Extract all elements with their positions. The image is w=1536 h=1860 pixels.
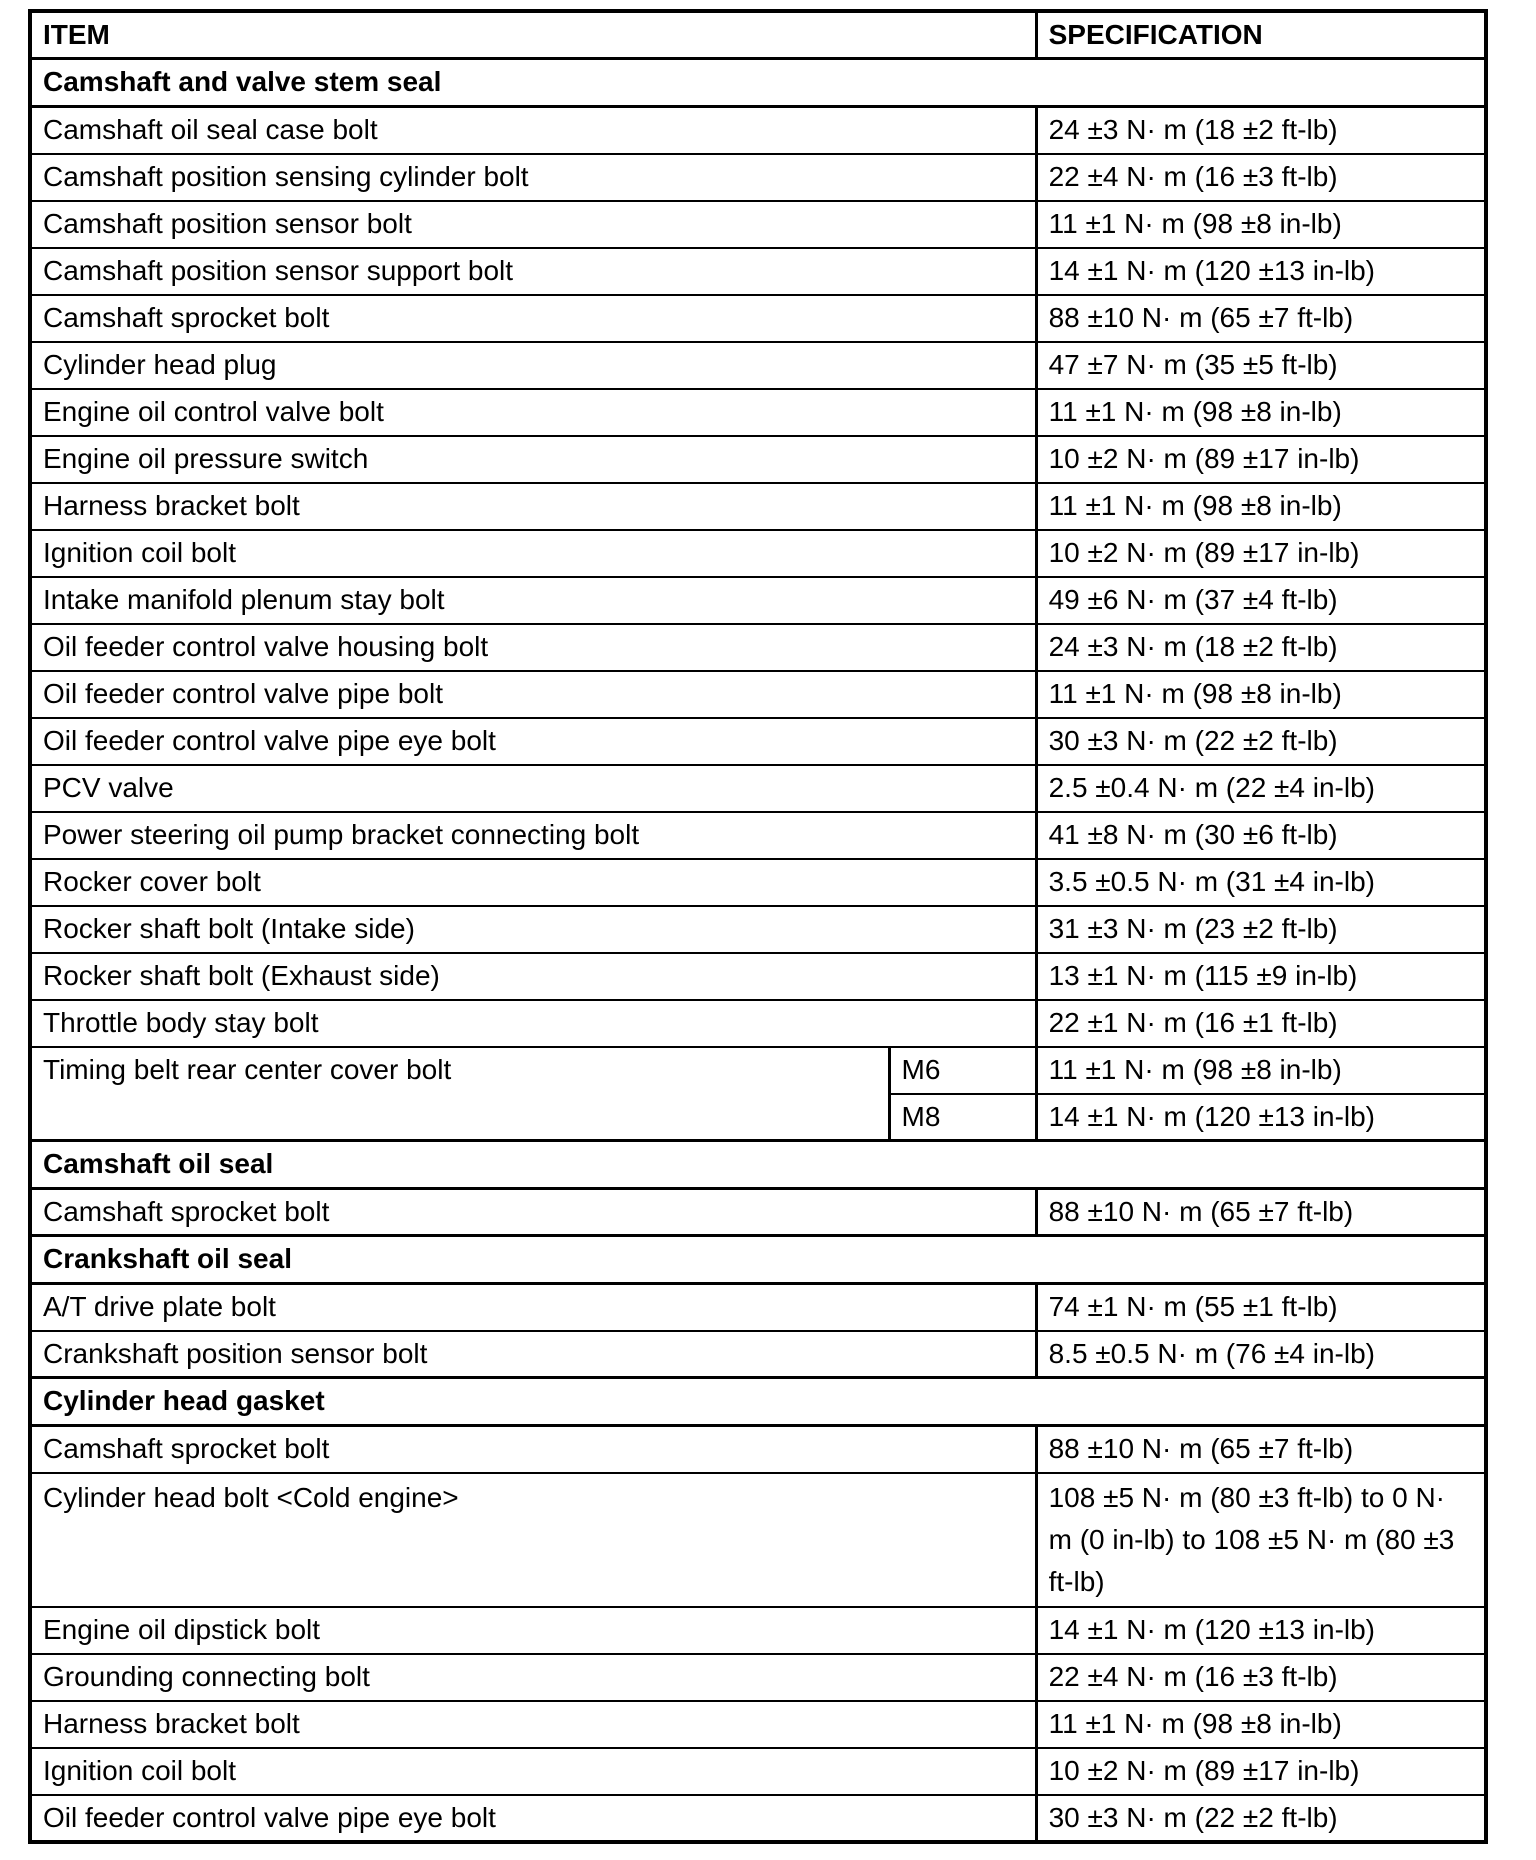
column-header-specification: SPECIFICATION xyxy=(1036,11,1486,59)
item-cell: Oil feeder control valve pipe eye bolt xyxy=(30,1795,1036,1842)
table-row xyxy=(30,812,1486,859)
item-cell: Cylinder head plug xyxy=(30,342,1036,389)
spec-cell: 3.5 ±0.5 N· m (31 ±4 in-lb) xyxy=(1036,859,1486,906)
spec-cell: 2.5 ±0.4 N· m (22 ±4 in-lb) xyxy=(1036,765,1486,812)
column-header-item: ITEM xyxy=(30,11,1036,59)
spec-cell: 11 ±1 N· m (98 ±8 in-lb) xyxy=(1036,1047,1486,1094)
table-row xyxy=(30,1607,1486,1654)
table-row xyxy=(30,1795,1486,1842)
table-row xyxy=(30,624,1486,671)
table-row xyxy=(30,530,1486,577)
table-row xyxy=(30,718,1486,765)
item-cell: Intake manifold plenum stay bolt xyxy=(30,577,1036,624)
spec-cell: 30 ±3 N· m (22 ±2 ft-lb) xyxy=(1036,1795,1486,1842)
item-cell: Camshaft oil seal case bolt xyxy=(30,107,1036,154)
item-cell: Camshaft position sensor bolt xyxy=(30,201,1036,248)
table-row xyxy=(30,201,1486,248)
spec-cell: 22 ±4 N· m (16 ±3 ft-lb) xyxy=(1036,1654,1486,1701)
table-row xyxy=(30,1000,1486,1047)
item-cell: Camshaft position sensor support bolt xyxy=(30,248,1036,295)
spec-cell: 108 ±5 N· m (80 ±3 ft-lb) to 0 N· m (0 in-lb) to 108 ±5 N· m (80 ±3 ft-lb) xyxy=(1036,1473,1486,1607)
item-cell: Engine oil dipstick bolt xyxy=(30,1607,1036,1654)
spec-cell: 10 ±2 N· m (89 ±17 in-lb) xyxy=(1036,530,1486,577)
item-cell: Rocker shaft bolt (Intake side) xyxy=(30,906,1036,953)
item-cell: Camshaft position sensing cylinder bolt xyxy=(30,154,1036,201)
table-row xyxy=(30,1189,1486,1236)
item-cell: Oil feeder control valve pipe eye bolt xyxy=(30,718,1036,765)
spec-cell: 11 ±1 N· m (98 ±8 in-lb) xyxy=(1036,1701,1486,1748)
item-cell: Camshaft sprocket bolt xyxy=(30,1426,1036,1473)
spec-cell: 10 ±2 N· m (89 ±17 in-lb) xyxy=(1036,1748,1486,1795)
spec-cell: 47 ±7 N· m (35 ±5 ft-lb) xyxy=(1036,342,1486,389)
item-cell: Grounding connecting bolt xyxy=(30,1654,1036,1701)
table-row xyxy=(30,342,1486,389)
table-row xyxy=(30,154,1486,201)
item-cell: Engine oil pressure switch xyxy=(30,436,1036,483)
spec-cell: 11 ±1 N· m (98 ±8 in-lb) xyxy=(1036,389,1486,436)
table-row xyxy=(30,248,1486,295)
spec-cell: 14 ±1 N· m (120 ±13 in-lb) xyxy=(1036,1607,1486,1654)
item-cell: Cylinder head bolt <Cold engine> xyxy=(30,1473,1036,1607)
item-cell: Oil feeder control valve housing bolt xyxy=(30,624,1036,671)
table-row xyxy=(30,436,1486,483)
item-cell: PCV valve xyxy=(30,765,1036,812)
item-cell: Power steering oil pump bracket connecting bolt xyxy=(30,812,1036,859)
table-row xyxy=(30,483,1486,530)
spec-cell: 24 ±3 N· m (18 ±2 ft-lb) xyxy=(1036,624,1486,671)
item-cell: Crankshaft position sensor bolt xyxy=(30,1331,1036,1378)
section-row-cylinder-head-gasket xyxy=(30,1378,1486,1426)
bolt-size-cell: M6 xyxy=(889,1047,1036,1094)
spec-cell: 30 ±3 N· m (22 ±2 ft-lb) xyxy=(1036,718,1486,765)
table-row xyxy=(30,1473,1486,1607)
table-row xyxy=(30,765,1486,812)
table-row xyxy=(30,295,1486,342)
spec-cell: 41 ±8 N· m (30 ±6 ft-lb) xyxy=(1036,812,1486,859)
section-row-camshaft-and-valve-stem-seal xyxy=(30,59,1486,107)
item-cell: Engine oil control valve bolt xyxy=(30,389,1036,436)
table-header xyxy=(30,11,1486,59)
spec-cell: 22 ±4 N· m (16 ±3 ft-lb) xyxy=(1036,154,1486,201)
section-title: Camshaft oil seal xyxy=(30,1141,1486,1189)
table-row xyxy=(30,859,1486,906)
section-row-camshaft-oil-seal xyxy=(30,1141,1486,1189)
spec-cell: 14 ±1 N· m (120 ±13 in-lb) xyxy=(1036,1094,1486,1141)
item-cell: Ignition coil bolt xyxy=(30,530,1036,577)
spec-cell: 8.5 ±0.5 N· m (76 ±4 in-lb) xyxy=(1036,1331,1486,1378)
spec-cell: 11 ±1 N· m (98 ±8 in-lb) xyxy=(1036,671,1486,718)
table-row xyxy=(30,906,1486,953)
item-cell: Harness bracket bolt xyxy=(30,1701,1036,1748)
item-cell: Oil feeder control valve pipe bolt xyxy=(30,671,1036,718)
table-row xyxy=(30,1284,1486,1331)
spec-cell: 13 ±1 N· m (115 ±9 in-lb) xyxy=(1036,953,1486,1000)
table-row xyxy=(30,671,1486,718)
table-row xyxy=(30,107,1486,154)
spec-cell: 10 ±2 N· m (89 ±17 in-lb) xyxy=(1036,436,1486,483)
section-title: Cylinder head gasket xyxy=(30,1378,1486,1426)
torque-spec-table xyxy=(28,9,1488,1844)
table-row xyxy=(30,1426,1486,1473)
table-row xyxy=(30,1654,1486,1701)
bolt-size-cell: M8 xyxy=(889,1094,1036,1141)
spec-cell: 11 ±1 N· m (98 ±8 in-lb) xyxy=(1036,201,1486,248)
item-cell: Ignition coil bolt xyxy=(30,1748,1036,1795)
spec-cell: 31 ±3 N· m (23 ±2 ft-lb) xyxy=(1036,906,1486,953)
item-cell: Timing belt rear center cover bolt xyxy=(30,1047,889,1141)
item-cell: Harness bracket bolt xyxy=(30,483,1036,530)
table-row xyxy=(30,1047,1486,1094)
table-row xyxy=(30,577,1486,624)
section-title: Camshaft and valve stem seal xyxy=(30,59,1486,107)
header-row xyxy=(30,11,1486,59)
section-title: Crankshaft oil seal xyxy=(30,1236,1486,1284)
spec-cell: 24 ±3 N· m (18 ±2 ft-lb) xyxy=(1036,107,1486,154)
table-row xyxy=(30,389,1486,436)
item-cell: Camshaft sprocket bolt xyxy=(30,1189,1036,1236)
item-cell: Rocker cover bolt xyxy=(30,859,1036,906)
item-cell: Camshaft sprocket bolt xyxy=(30,295,1036,342)
table-row xyxy=(30,953,1486,1000)
spec-cell: 14 ±1 N· m (120 ±13 in-lb) xyxy=(1036,248,1486,295)
item-cell: Rocker shaft bolt (Exhaust side) xyxy=(30,953,1036,1000)
spec-cell: 88 ±10 N· m (65 ±7 ft-lb) xyxy=(1036,295,1486,342)
table-row xyxy=(30,1748,1486,1795)
item-cell: A/T drive plate bolt xyxy=(30,1284,1036,1331)
item-cell: Throttle body stay bolt xyxy=(30,1000,1036,1047)
spec-cell: 22 ±1 N· m (16 ±1 ft-lb) xyxy=(1036,1000,1486,1047)
spec-cell: 49 ±6 N· m (37 ±4 ft-lb) xyxy=(1036,577,1486,624)
spec-cell: 11 ±1 N· m (98 ±8 in-lb) xyxy=(1036,483,1486,530)
spec-cell: 88 ±10 N· m (65 ±7 ft-lb) xyxy=(1036,1189,1486,1236)
table-row xyxy=(30,1331,1486,1378)
section-row-crankshaft-oil-seal xyxy=(30,1236,1486,1284)
spec-cell: 74 ±1 N· m (55 ±1 ft-lb) xyxy=(1036,1284,1486,1331)
table-row xyxy=(30,1701,1486,1748)
spec-cell: 88 ±10 N· m (65 ±7 ft-lb) xyxy=(1036,1426,1486,1473)
